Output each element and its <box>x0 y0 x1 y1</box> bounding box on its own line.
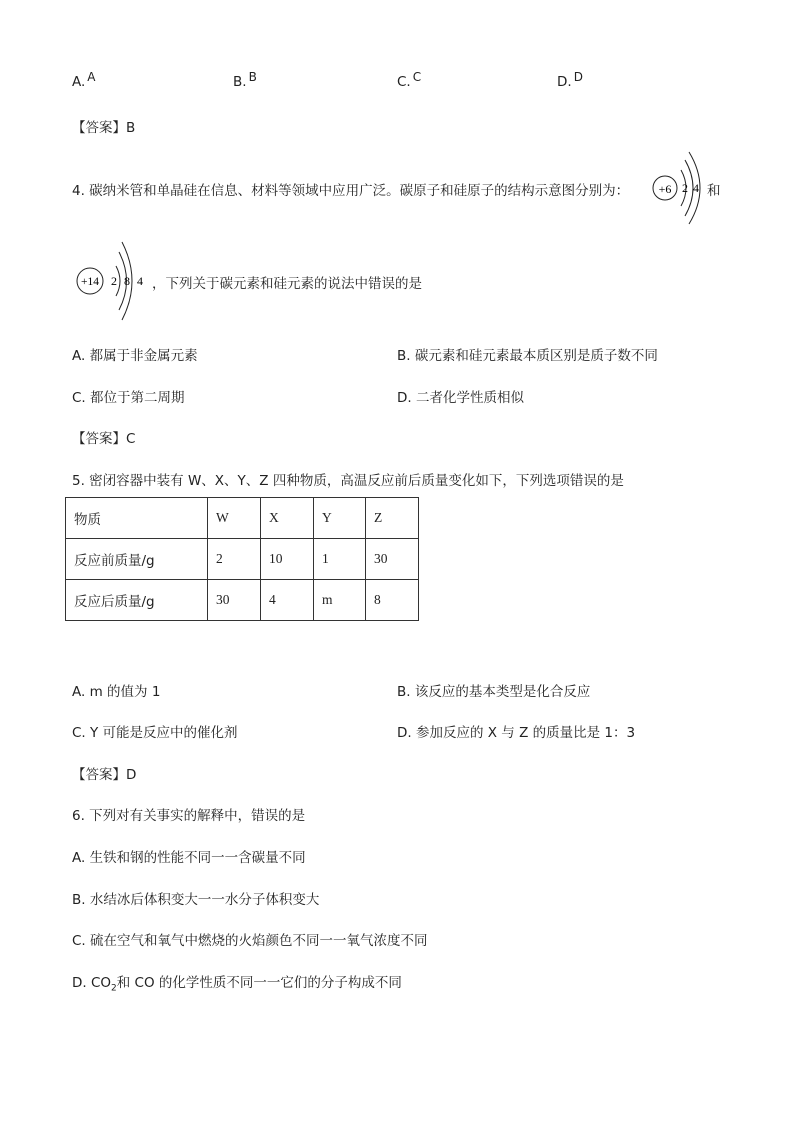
q6-option-b: B. 水结冰后体积变大一一水分子体积变大 <box>72 892 320 908</box>
q3-option-c <box>397 70 422 90</box>
table-cell: 反应前质量/g <box>66 539 208 580</box>
q4-option-b: B. 碳元素和硅元素最本质区别是质子数不同 <box>397 348 658 364</box>
table-cell: 30 <box>208 580 261 621</box>
silicon-shell-1-electrons: 2 <box>111 274 117 288</box>
carbon-shell-1-electrons: 2 <box>682 181 688 195</box>
table-header-cell: X <box>261 498 314 539</box>
answer-value: D <box>126 767 137 783</box>
silicon-shell-2-electrons: 8 <box>124 274 130 288</box>
q4-answer <box>72 427 135 447</box>
co2-subscript: 2 <box>111 983 117 994</box>
table-header-row <box>66 498 419 539</box>
q3-option-d <box>557 70 583 90</box>
table-row <box>66 539 419 580</box>
q6-option-c: C. 硫在空气和氧气中燃烧的火焰颜色不同一一氧气浓度不同 <box>72 933 428 949</box>
q4-stem-and: 和 <box>707 183 721 199</box>
table-cell: m <box>314 580 366 621</box>
q4-stem-part2: ，下列关于碳元素和硅元素的说法中错误的是 <box>152 276 422 292</box>
carbon-nucleus-charge: +6 <box>658 182 672 196</box>
table-header-cell: Y <box>314 498 366 539</box>
q5-stem: 5. 密闭容器中装有 W、X、Y、Z 四种物质，高温反应前后质量变化如下，下列选项错误的是 <box>72 473 624 489</box>
option-letter: A. <box>72 74 86 90</box>
table-header-cell: Z <box>366 498 419 539</box>
option-d-prefix: D. CO <box>72 975 112 991</box>
q6-option-d <box>72 971 402 994</box>
answer-label: 【答案】 <box>72 120 126 136</box>
q4-option-d: D. 二者化学性质相似 <box>397 390 524 406</box>
option-value: C <box>412 70 422 84</box>
option-letter: B. <box>233 74 247 90</box>
q4-option-a: A. 都属于非金属元素 <box>72 348 198 364</box>
carbon-atom-diagram <box>645 148 705 228</box>
q6-stem: 6. 下列对有关事实的解释中，错误的是 <box>72 808 306 824</box>
answer-label: 【答案】 <box>72 431 126 447</box>
option-letter: C. <box>397 74 411 90</box>
silicon-shell-3-electrons: 4 <box>137 274 143 288</box>
table-cell: 8 <box>366 580 419 621</box>
silicon-nucleus-charge: +14 <box>81 276 99 288</box>
q3-option-a <box>72 70 96 90</box>
option-value: B <box>248 70 257 84</box>
answer-value: C <box>126 431 136 447</box>
q3-option-b <box>233 70 257 90</box>
option-value: D <box>573 70 583 84</box>
q4-option-c: C. 都位于第二周期 <box>72 390 185 406</box>
q5-answer <box>72 763 136 783</box>
answer-label: 【答案】 <box>72 767 126 783</box>
q5-option-a: A. m 的值为 1 <box>72 684 161 700</box>
q4-stem-part1: 4. 碳纳米管和单晶硅在信息、材料等领域中应用广泛。碳原子和硅原子的结构示意图分别为： <box>72 183 630 199</box>
table-cell: 反应后质量/g <box>66 580 208 621</box>
table-header-cell: W <box>208 498 261 539</box>
table-cell: 2 <box>208 539 261 580</box>
table-cell: 30 <box>366 539 419 580</box>
q6-option-a: A. 生铁和钢的性能不同一一含碳量不同 <box>72 850 306 866</box>
table-header-cell: 物质 <box>66 498 208 539</box>
table-cell: 10 <box>261 539 314 580</box>
q5-option-c: C. Y 可能是反应中的催化剂 <box>72 725 238 741</box>
table-cell: 4 <box>261 580 314 621</box>
option-d-suffix: 和 CO 的化学性质不同一一它们的分子构成不同 <box>116 975 402 991</box>
carbon-shell-2-electrons: 4 <box>693 181 699 195</box>
answer-value: B <box>126 120 136 136</box>
option-value: A <box>87 70 96 84</box>
mass-change-table <box>65 497 419 621</box>
q5-option-b: B. 该反应的基本类型是化合反应 <box>397 684 591 700</box>
q5-option-d: D. 参加反应的 X 与 Z 的质量比是 1：3 <box>397 725 636 741</box>
silicon-atom-diagram <box>72 236 152 326</box>
table-cell: 1 <box>314 539 366 580</box>
option-letter: D. <box>557 74 572 90</box>
table-row <box>66 580 419 621</box>
q3-answer <box>72 116 135 136</box>
